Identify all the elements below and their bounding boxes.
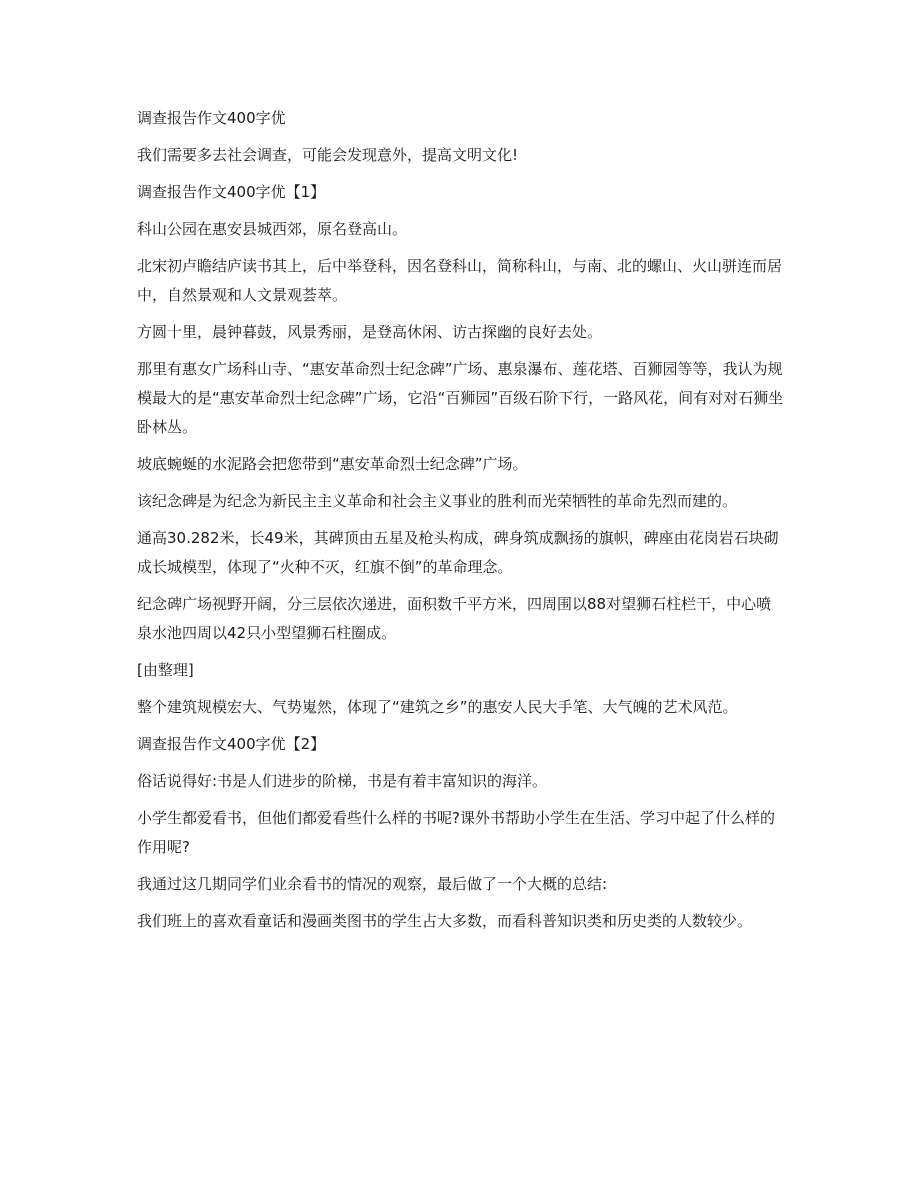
paragraph: 北宋初卢瞻结庐读书其上，后中举登科，因名登科山，简称科山，与南、北的螺山、火山骈连而居中，自然景观和人文景观荟萃。 (137, 257, 783, 304)
paragraph: 那里有惠女广场科山寺、“惠安革命烈士纪念碑”广场、惠泉瀑布、莲花塔、百狮园等等，我认为规模最大的是“惠安革命烈士纪念碑”广场，它沿“百狮园”百级石阶下行，一路风花，间有对对石狮坐卧林丛。 (137, 360, 784, 436)
paragraph: 我通过这几期同学们业余看书的情况的观察，最后做了一个大概的总结: (137, 875, 608, 893)
paragraph: 整个建筑规模宏大、气势嵬然，体现了“建筑之乡”的惠安人民大手笔、大气魄的艺术风范。 (137, 698, 738, 716)
paragraph: 小学生都爱看书，但他们都爱看些什么样的书呢?课外书帮助小学生在生活、学习中起了什么样的作用呢? (137, 809, 775, 856)
paragraph: 我们班上的喜欢看童话和漫画类图书的学生占大多数，而看科普知识类和历史类的人数较少。 (137, 912, 753, 930)
intro-paragraph: 我们需要多去社会调查，可能会发现意外，提高文明文化! (137, 146, 519, 164)
section-heading-1: 调查报告作文400字优【1】 (137, 183, 326, 201)
section-heading-2: 调查报告作文400字优【2】 (137, 735, 326, 753)
paragraph: 科山公园在惠安县城西郊，原名登高山。 (137, 220, 408, 238)
document-body (137, 104, 785, 944)
paragraph: 通高30.282米，长49米，其碑顶由五星及枪头构成，碑身筑成飘扬的旗帜，碑座由花岗岩石块砌成长城模型，体现了“火种不灭，红旗不倒”的革命理念。 (137, 529, 779, 576)
paragraph: 方圆十里，晨钟暮鼓，风景秀丽，是登高休闲、访古探幽的良好去处。 (137, 323, 603, 341)
document-title: 调查报告作文400字优 (137, 109, 286, 127)
paragraph: 俗话说得好:书是人们进步的阶梯，书是有着丰富知识的海洋。 (137, 772, 548, 790)
paragraph: 该纪念碑是为纪念为新民主主义革命和社会主义事业的胜利而光荣牺牲的革命先烈而建的。 (137, 492, 738, 510)
source-note: [由整理] (137, 661, 194, 679)
paragraph: 坡底蜿蜒的水泥路会把您带到“惠安革命烈士纪念碑”广场。 (137, 455, 528, 473)
paragraph: 纪念碑广场视野开阔，分三层依次递进，面积数千平方米，四周围以88对望狮石柱栏干，中心喷泉水池四周以42只小型望狮石柱圈成。 (137, 595, 772, 642)
